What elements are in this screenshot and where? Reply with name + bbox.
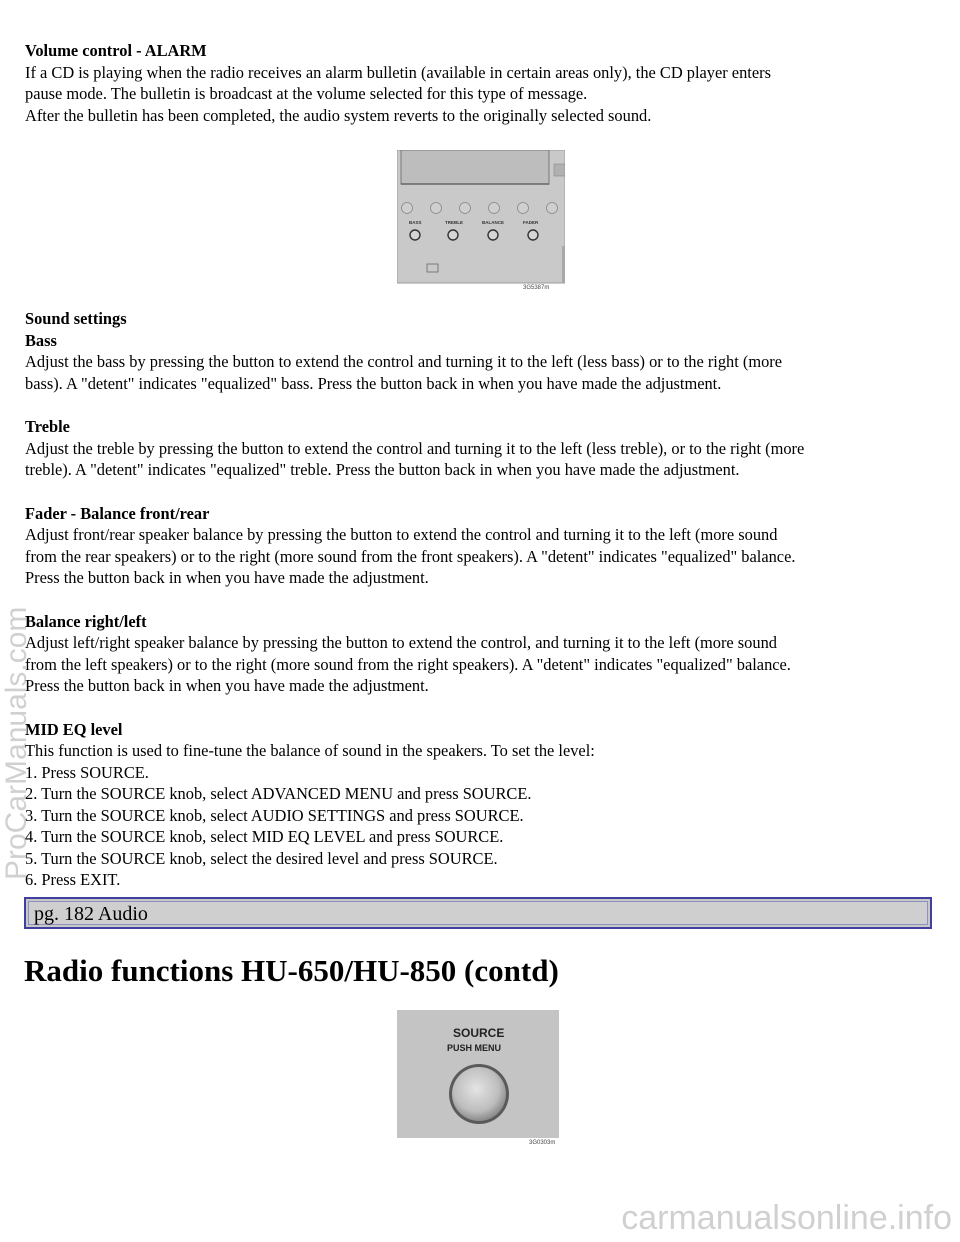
bass-line: Adjust the bass by pressing the button to extend the control and turning it to the left (less bass) or to the right (more [25,352,783,371]
bass-line: bass). A "detent" indicates "equalized" bass. Press the button back in when you have made the adjustment. [25,373,722,393]
fader-line: Press the button back in when you have made the adjustment. [25,568,429,587]
treble-line: treble). A "detent" indicates "equalized" treble. Press the button back in when you have made the adjustment. [25,460,740,479]
mideq-line: This function is used to fine-tune the balance of sound in the speakers. To set the level: [25,741,595,760]
fader-line: Adjust front/rear speaker balance by pressing the button to extend the control and turning it to the left (more sound [25,525,778,544]
balance-line: Press the button back in when you have made the adjustment. [25,676,429,695]
treble-line: Adjust the treble by pressing the button to extend the control and turning it to the left (less treble), or to the right (more [25,438,805,458]
source-knob-figure [397,1010,561,1146]
figure2-code: 3G0303m [529,1140,556,1146]
knob-label: BALANCE [482,220,504,225]
knob-label: BASS [409,220,422,225]
figure1-code: 3G5387m [523,285,550,290]
sound-heading: Sound settings [25,309,127,328]
alarm-line: After the bulletin has been completed, the audio system reverts to the originally selected sound. [25,105,652,125]
knob-label: TREBLE [445,220,463,225]
mideq-step: 5. Turn the SOURCE knob, select the desired level and press SOURCE. [25,848,498,868]
side-watermark: ProCarManuals.com [0,606,33,880]
bass-heading: Bass [25,330,57,350]
alarm-section [25,40,937,126]
sound-knobs-figure [397,150,565,290]
mideq-step: 4. Turn the SOURCE knob, select MID EQ LEVEL and press SOURCE. [25,827,504,846]
mideq-step: 2. Turn the SOURCE knob, select ADVANCED MENU and press SOURCE. [25,784,532,803]
fader-line: from the rear speakers) or to the right (more sound from the front speakers). A "detent" indicates "equalized" balance. [25,546,796,566]
alarm-line: If a CD is playing when the radio receives an alarm bulletin (available in certain areas only), the CD player enters [25,62,771,82]
mideq-section [25,719,937,891]
balance-line: from the left speakers) or to the right (more sound from the right speakers). A "detent" indicates "equalized" balance. [25,654,791,674]
balance-heading: Balance right/left [25,611,147,631]
mideq-step: 6. Press EXIT. [25,870,121,889]
mideq-step: 1. Press SOURCE. [25,762,149,782]
mideq-step: 3. Turn the SOURCE knob, select AUDIO SETTINGS and press SOURCE. [25,805,524,825]
balance-line: Adjust left/right speaker balance by pressing the button to extend the control, and turning it to the left (more sound [25,633,777,652]
fader-section [25,503,937,589]
fader-heading: Fader - Balance front/rear [25,503,210,523]
balance-section [25,611,937,697]
page-footer-bar [24,897,932,929]
alarm-line: pause mode. The bulletin is broadcast at the volume selected for this type of message. [25,84,588,103]
corner-watermark: carmanualsonline.info [621,1199,952,1237]
push-menu-label: PUSH MENU [447,1043,502,1053]
treble-heading: Treble [25,417,70,436]
alarm-heading: Volume control - ALARM [25,41,207,60]
sound-section [25,308,937,394]
page-label: pg. 182 Audio [28,901,928,925]
knob-label: FADER [523,220,539,225]
source-label: SOURCE [453,1026,505,1040]
page-title: Radio functions HU-650/HU-850 (contd) [24,953,559,988]
treble-section [25,416,937,481]
mideq-heading: MID EQ level [25,719,123,739]
